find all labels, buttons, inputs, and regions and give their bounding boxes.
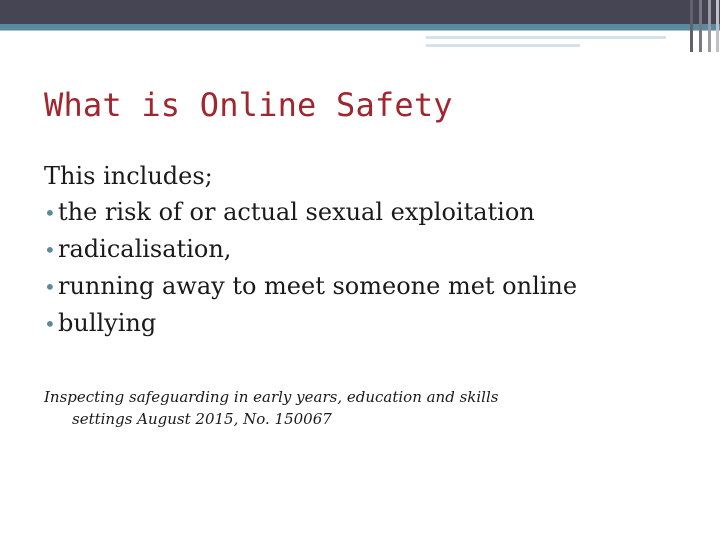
bullet-icon: • (44, 238, 56, 262)
vertical-bar (708, 0, 711, 52)
bullet-icon: • (44, 201, 56, 225)
vertical-bar (699, 0, 702, 52)
decorative-stripe (426, 44, 580, 47)
bullet-text: radicalisation, (58, 235, 232, 263)
slide-title: What is Online Safety (44, 86, 453, 124)
slide-body (44, 158, 684, 342)
citation-line-2: settings August 2015, No. 150067 (72, 410, 332, 428)
bullet-text: the risk of or actual sexual exploitation (58, 198, 535, 226)
citation (44, 386, 684, 430)
bullet-item (44, 305, 684, 342)
bullet-icon: • (44, 275, 56, 299)
vertical-bar (716, 0, 719, 52)
bullet-item (44, 194, 684, 231)
bullet-text: running away to meet someone met online (58, 272, 578, 300)
bullet-list (44, 194, 684, 342)
bullet-item (44, 231, 684, 268)
bullet-text: bullying (58, 309, 157, 337)
citation-line-1: Inspecting safeguarding in early years, education and skills (44, 388, 499, 406)
header-band (0, 0, 720, 24)
decorative-stripe (426, 36, 666, 39)
decorative-vertical-bars (690, 0, 720, 52)
bullet-item (44, 268, 684, 305)
intro-text: This includes; (44, 162, 213, 190)
vertical-bar (690, 0, 693, 52)
header-thin-rule (0, 30, 720, 31)
bullet-icon: • (44, 312, 56, 336)
